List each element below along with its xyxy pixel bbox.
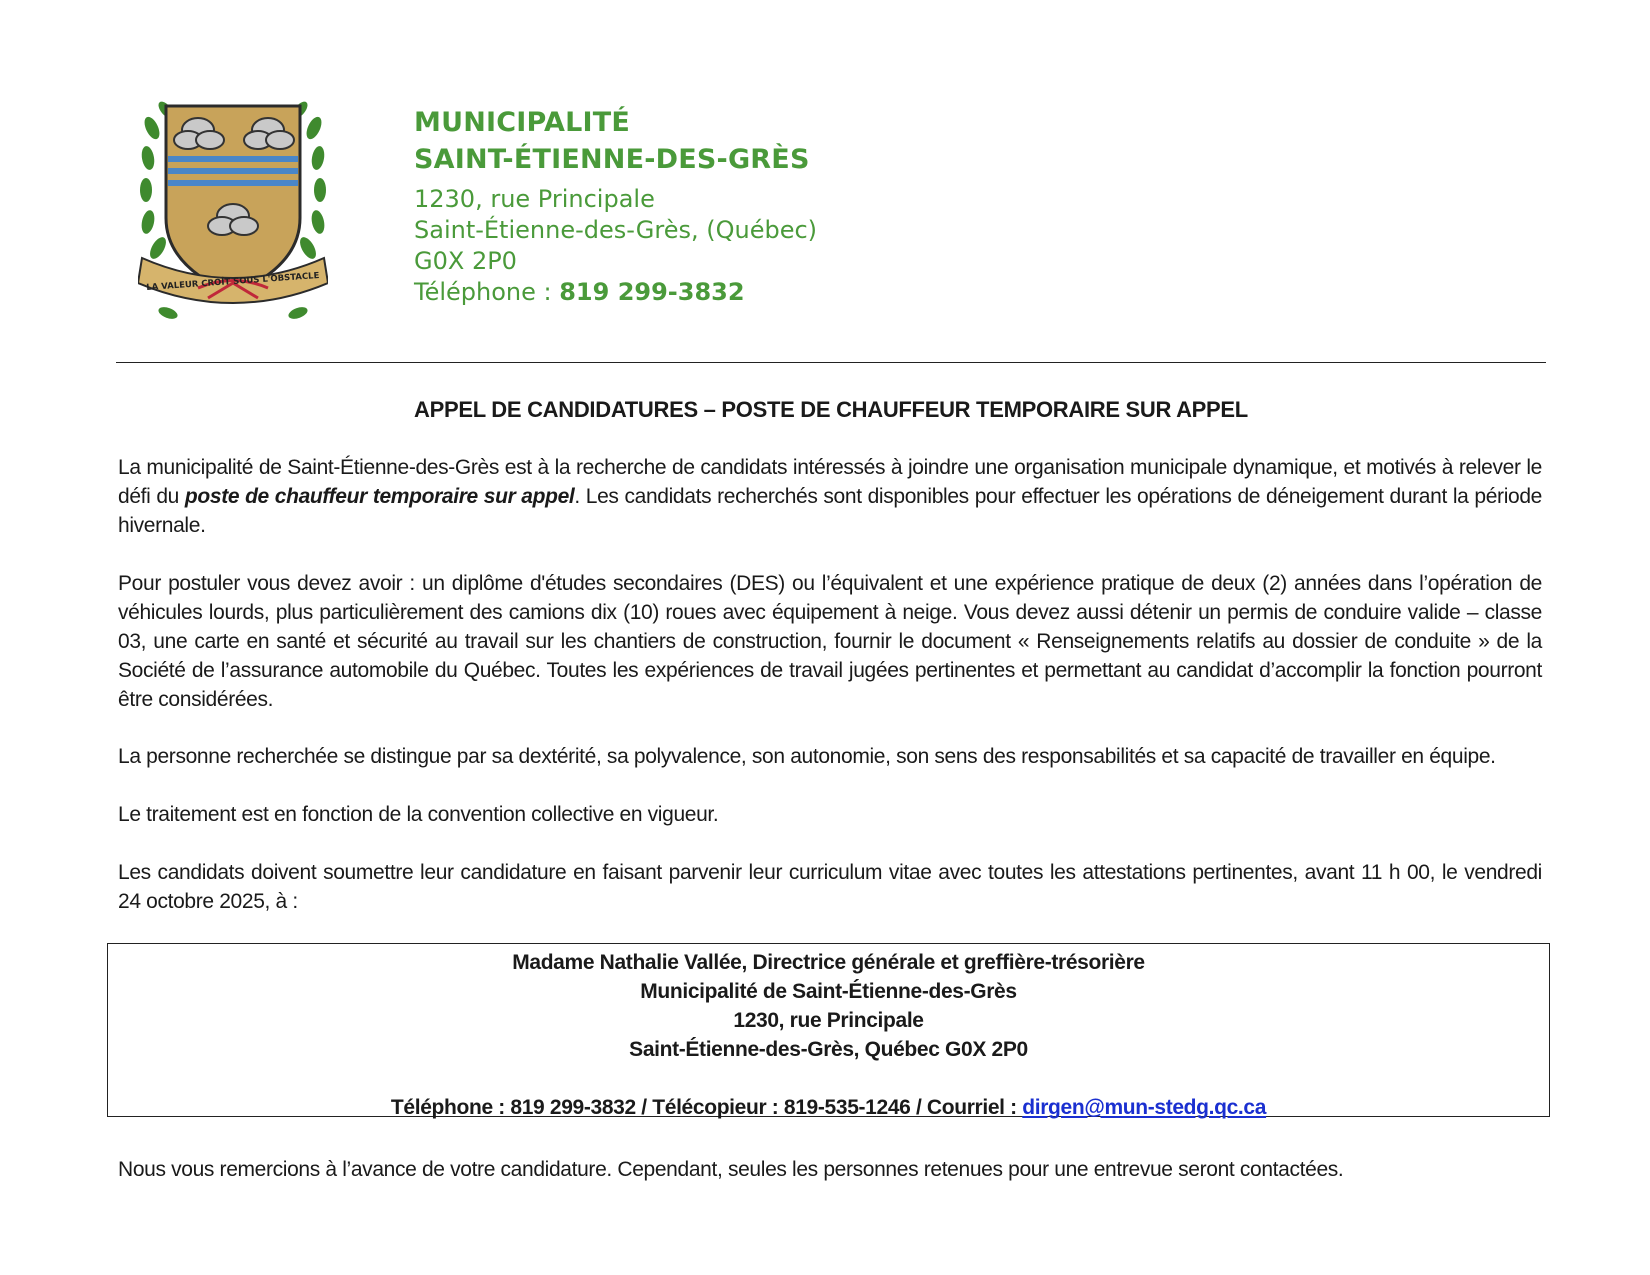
crest-motto-text: LA VALEUR CROÎT SOUS L'OBSTACLE — [145, 270, 320, 294]
email-link[interactable]: dirgen@mun-stedg.qc.ca — [1022, 1096, 1267, 1119]
contact-name-line: Madame Nathalie Vallée, Directrice générale et greffière-trésorière — [512, 951, 1145, 974]
header-divider — [116, 362, 1546, 363]
letterhead-phone — [414, 277, 817, 308]
contact-street-line: 1230, rue Principale — [733, 1009, 924, 1032]
paragraph-qualities: La personne recherchée se distingue par sa dextérité, sa polyvalence, son autonomie, son sens des responsabilités et sa capacité de travailler en équipe. — [118, 745, 1496, 768]
contact-box — [107, 943, 1550, 1117]
contact-org-line: Municipalité de Saint-Étienne-des-Grès — [640, 980, 1017, 1003]
job-title-emphasis: poste de chauffeur temporaire sur appel — [184, 485, 575, 508]
org-name-line1: MUNICIPALITÉ — [414, 107, 631, 138]
contact-city-line: Saint-Étienne-des-Grès, Québec G0X 2P0 — [629, 1038, 1028, 1061]
intro-text-end: . Les candidats recherchés sont disponibles pour effectuer les opérations de déneigement durant la période hivernale. — [118, 485, 1542, 537]
phone-number: 819 299-3832 — [559, 278, 745, 306]
letterhead — [414, 104, 817, 308]
paragraph-submission: Les candidats doivent soumettre leur candidature en faisant parvenir leur curriculum vitae avec toutes les attestations pertinentes, avant 11 h 00, le vendredi 24 octobre 2025, à : — [118, 861, 1542, 913]
paragraph-intro — [118, 453, 1542, 540]
municipal-crest-logo — [138, 98, 328, 330]
paragraph-salary: Le traitement est en fonction de la convention collective en vigueur. — [118, 803, 719, 826]
document-title: APPEL DE CANDIDATURES – POSTE DE CHAUFFEUR TEMPORAIRE SUR APPEL — [414, 397, 1248, 422]
paragraph-closing: Nous vous remercions à l’avance de votre candidature. Cependant, seules les personnes retenues pour une entrevue seront contactées. — [118, 1158, 1344, 1181]
address-street: 1230, rue Principale — [414, 185, 655, 213]
intro-text-start: La municipalité de Saint-Étienne-des-Grès est à la recherche de candidats intéressés à joindre une organisation municipale dynamique, et motivés à relever le défi du — [118, 456, 1542, 508]
org-name-line2: SAINT-ÉTIENNE-DES-GRÈS — [414, 144, 810, 175]
paragraph-requirements: Pour postuler vous devez avoir : un diplôme d'études secondaires (DES) ou l’équivalent et une expérience pratique de deux (2) années dans l’opération de véhicules lourds, plus particulièrement des camions dix (10) roues avec équipement à neige. Vous devez aussi détenir un permis de conduire valide – classe 03, une carte en santé et sécurité au travail sur les chantiers de construction, fournir le document « Renseignements relatifs au dossier de conduite » de la Société de l’assurance automobile du Québec. Toutes les expériences de travail jugées pertinentes et permettant au candidat d’accomplir la fonction pourront être considérées. — [118, 572, 1542, 711]
contact-details-line — [108, 1093, 1549, 1122]
contact-details-text: Téléphone : 819 299-3832 / Télécopieur : 819-535-1246 / Courriel : — [390, 1096, 1023, 1119]
address-postal-code: G0X 2P0 — [414, 247, 517, 275]
address-city: Saint-Étienne-des-Grès, (Québec) — [414, 216, 818, 244]
phone-label: Téléphone : — [414, 278, 560, 306]
